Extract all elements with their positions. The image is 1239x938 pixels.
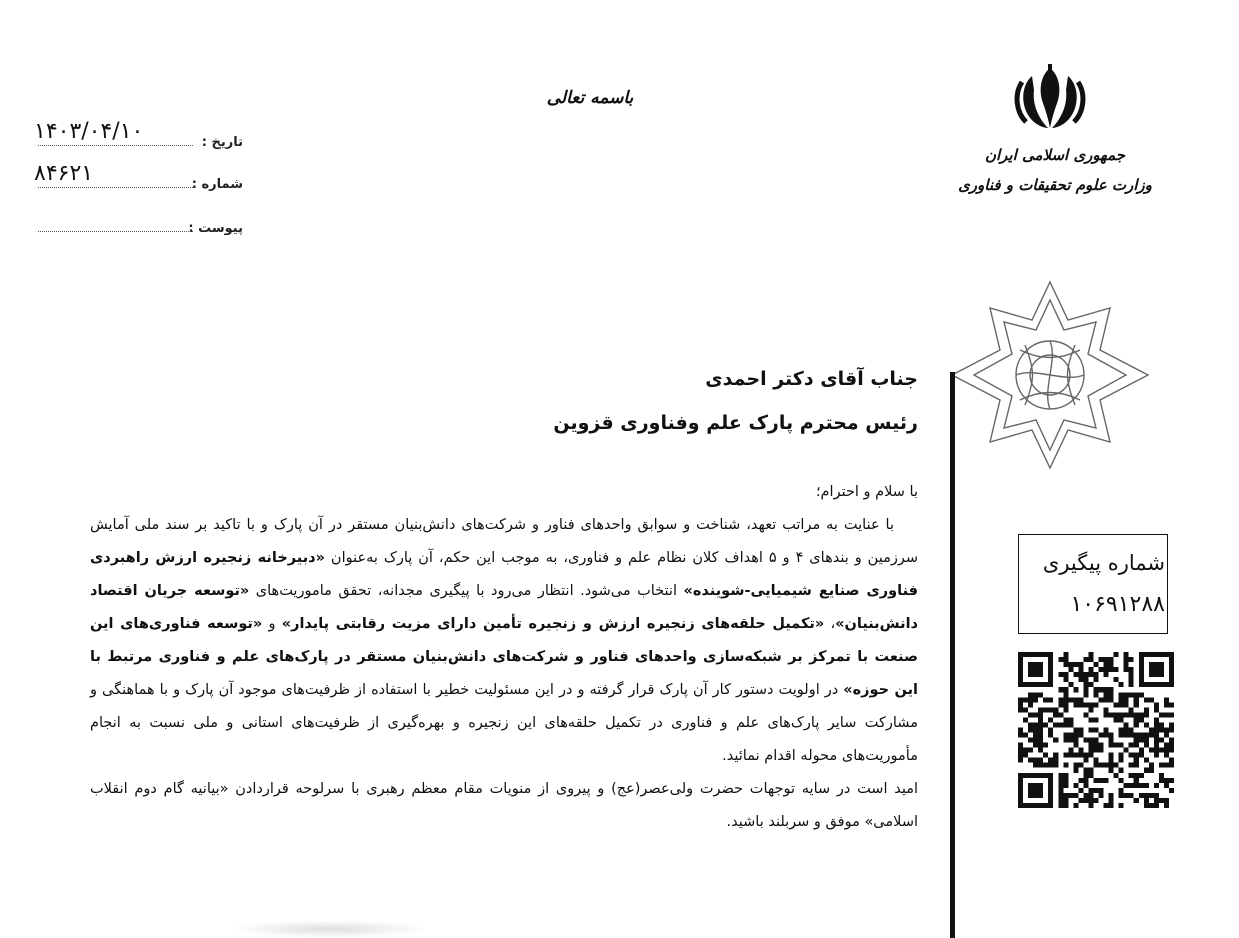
tracking-number: ۱۰۶۹۱۲۸۸	[1070, 592, 1165, 617]
addressee-name: جناب آقای دکتر احمدی	[705, 368, 918, 390]
body-paragraph-1: با عنایت به مراتب تعهد، شناخت و سوابق واحدهای فناور و شرکت‌های دانش‌بنیان مستقر در آن پارک و با تاکید بر سند ملی آمایش سرزمین و بندهای ۴ و ۵ اهداف کلان نظام علم و فناوری، به موجب این حکم، آن پارک به‌عنوان «دبیرخانه زنجیره ارزش راهبردی فناوری صنایع شیمیایی-شوینده» انتخاب می‌شود. انتظار می‌رود با پیگیری مجدانه، تحقق ماموریت‌های «توسعه جریان اقتصاد دانش‌بنیان»، «تکمیل حلقه‌های زنجیره ارزش و زنجیره تأمین دارای مزیت رقابتی پایدار» و «توسعه فناوری‌های این صنعت با تمرکز بر شبکه‌سازی واحدهای فناور و شرکت‌های دانش‌بنیان مستقر در پارک‌های علم و فناوری مرتبط با این حوزه» در اولویت دستور کار آن پارک قرار گرفته و در این مسئولیت خطیر با استفاده از ظرفیت‌های موجود آن پارک و با هماهنگی و مشارکت سایر پارک‌های علم و فناوری در تکمیل حلقه‌های این زنجیره و بهره‌گیری از ظرفیت‌های استانی و ملی نسبت به انجام مأموریت‌های محوله اقدام نمائید.	[90, 517, 918, 764]
secretariat-title: «دبیرخانه زنجیره ارزش راهبردی فناوری صنایع شیمیایی-شوینده»	[90, 550, 918, 599]
mission-1: «توسعه جریان اقتصاد دانش‌بنیان»	[90, 583, 918, 632]
attachment-row	[30, 210, 255, 238]
date-row	[30, 119, 255, 152]
number-row	[30, 161, 255, 194]
letter-body	[90, 476, 918, 839]
vertical-rule	[950, 372, 955, 938]
islamic-ornament-icon	[950, 280, 1150, 470]
iran-emblem-icon	[1010, 62, 1090, 134]
ministry-line-1: جمهوری اسلامی ایران	[984, 146, 1126, 164]
ministry-line-2: وزارت علوم تحقیقات و فناوری	[958, 176, 1152, 194]
attachment-label: پیوست :	[188, 221, 243, 236]
qr-code-icon	[1018, 652, 1174, 808]
ministry-name	[950, 140, 1160, 200]
number-label: شماره :	[191, 177, 243, 192]
besmele: باسمه تعالی	[546, 88, 634, 108]
date-value: ۱۴۰۳/۰۴/۱۰	[34, 119, 144, 144]
mission-3: «توسعه فناوری‌های این صنعت با تمرکز بر شبکه‌سازی واحدهای فناور و شرکت‌های دانش‌بنیان مستقر در پارک‌های علم و فناوری مرتبط با این حوزه»	[90, 616, 918, 698]
greeting: با سلام و احترام؛	[815, 484, 918, 500]
tracking-label: شماره پیگیری	[1042, 551, 1165, 575]
body-paragraph-2: امید است در سایه توجهات حضرت ولی‌عصر(عج) و پیروی از منویات مقام معظم رهبری با سرلوحه قراردادن «بیانیه گام دوم انقلاب اسلامی» موفق و سربلند باشید.	[90, 781, 918, 830]
scan-smudge	[230, 920, 430, 938]
number-value: ۸۴۶۲۱	[34, 161, 94, 186]
date-label: تاریخ :	[201, 135, 243, 150]
mission-2: «تکمیل حلقه‌های زنجیره ارزش و زنجیره تأمین دارای مزیت رقابتی پایدار»	[281, 616, 825, 632]
addressee-title: رئیس محترم پارک علم وفناوری قزوین	[553, 412, 918, 434]
tracking-box	[1018, 534, 1168, 634]
